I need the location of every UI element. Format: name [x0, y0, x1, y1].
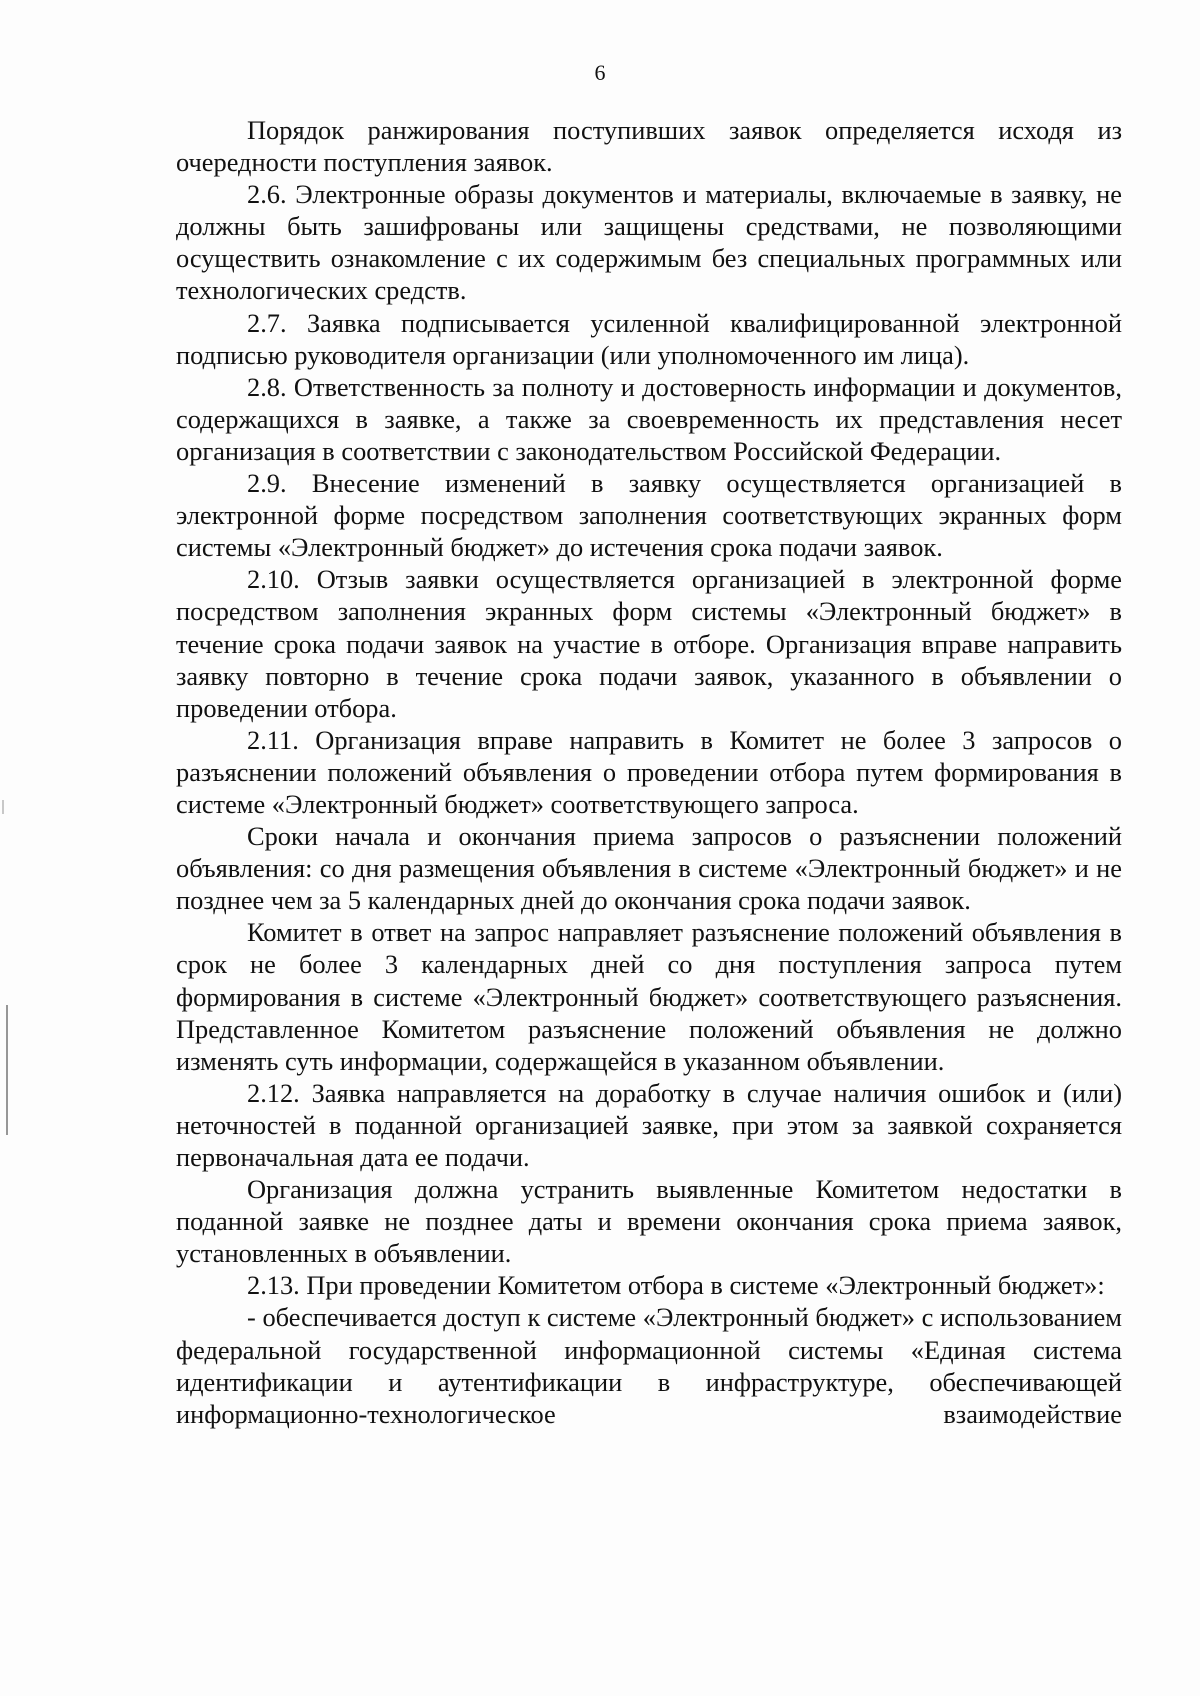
paragraph-2-13: 2.13. При проведении Комитетом отбора в системе «Электронный бюджет»: [247, 1270, 1105, 1301]
paragraph-2-7: 2.7. Заявка подписывается усиленной квалифицированной электронной подписью руководителя организации (или уполномоченного им лица). [176, 307, 1122, 370]
scan-artifact [2, 800, 4, 814]
paragraph-fix-deficiencies: Организация должна устранить выявленные Комитетом недостатки в поданной заявке не позднее даты и времени окончания срока приема заявок, установленных в объявлении. [176, 1174, 1122, 1269]
page-number: 6 [594, 60, 606, 85]
paragraph-2-6: 2.6. Электронные образы документов и материалы, включаемые в заявку, не должны быть зашифрованы или защищены средствами, не позволяющими осуществить ознакомление с их содержимым без специальных программных или технологических средств. [176, 179, 1122, 306]
paragraph-2-8: 2.8. Ответственность за полноту и достоверность информации и документов, содержащихся в заявке, а также за своевременность их представления несет организация в соответствии с законодательством Российской Федерации. [176, 371, 1122, 466]
paragraph-2-11: 2.11. Организация вправе направить в Комитет не более 3 запросов о разъяснении положений объявления о проведении отбора путем формирования в системе «Электронный бюджет» соответствующего запроса. [176, 724, 1122, 819]
paragraph-2-12: 2.12. Заявка направляется на доработку в случае наличия ошибок и (или) неточностей в поданной организацией заявке, при этом за заявкой сохраняется первоначальная дата ее подачи. [176, 1077, 1122, 1172]
paragraph-ranking-order: Порядок ранжирования поступивших заявок определяется исходя из очередности поступления заявок. [176, 115, 1122, 178]
document-body [176, 114, 1122, 1430]
paragraph-access-bullet: - обеспечивается доступ к системе «Электронный бюджет» с использованием федеральной государственной информационной системы «Единая система идентификации и аутентификации в инфраструктуре, обеспечивающей информационно-технологическое взаимодействие [176, 1302, 1122, 1429]
paragraph-request-terms: Сроки начала и окончания приема запросов о разъяснении положений объявления: со дня размещения объявления в системе «Электронный бюджет» и не позднее чем за 5 календарных дней до окончания срока подачи заявок. [176, 821, 1122, 916]
paragraph-2-10: 2.10. Отзыв заявки осуществляется организацией в электронной форме посредством заполнения экранных форм системы «Электронный бюджет» в течение срока подачи заявок на участие в отборе. Организация вправе направить заявку повторно в течение срока подачи заявок, указанного в объявлении о проведении отбора. [176, 564, 1122, 723]
paragraph-committee-response: Комитет в ответ на запрос направляет разъяснение положений объявления в срок не более 3 календарных дней со дня поступления запроса путем формирования в системе «Электронный бюджет» соответствующего разъяснения. Представленное Комитетом разъяснение положений объявления не должно изменять суть информации, содержащейся в указанном объявлении. [176, 917, 1122, 1076]
paragraph-2-9: 2.9. Внесение изменений в заявку осуществляется организацией в электронной форме посредством заполнения соответствующих экранных форм системы «Электронный бюджет» до истечения срока подачи заявок. [176, 468, 1122, 563]
scan-edge-artifact [6, 1005, 8, 1135]
